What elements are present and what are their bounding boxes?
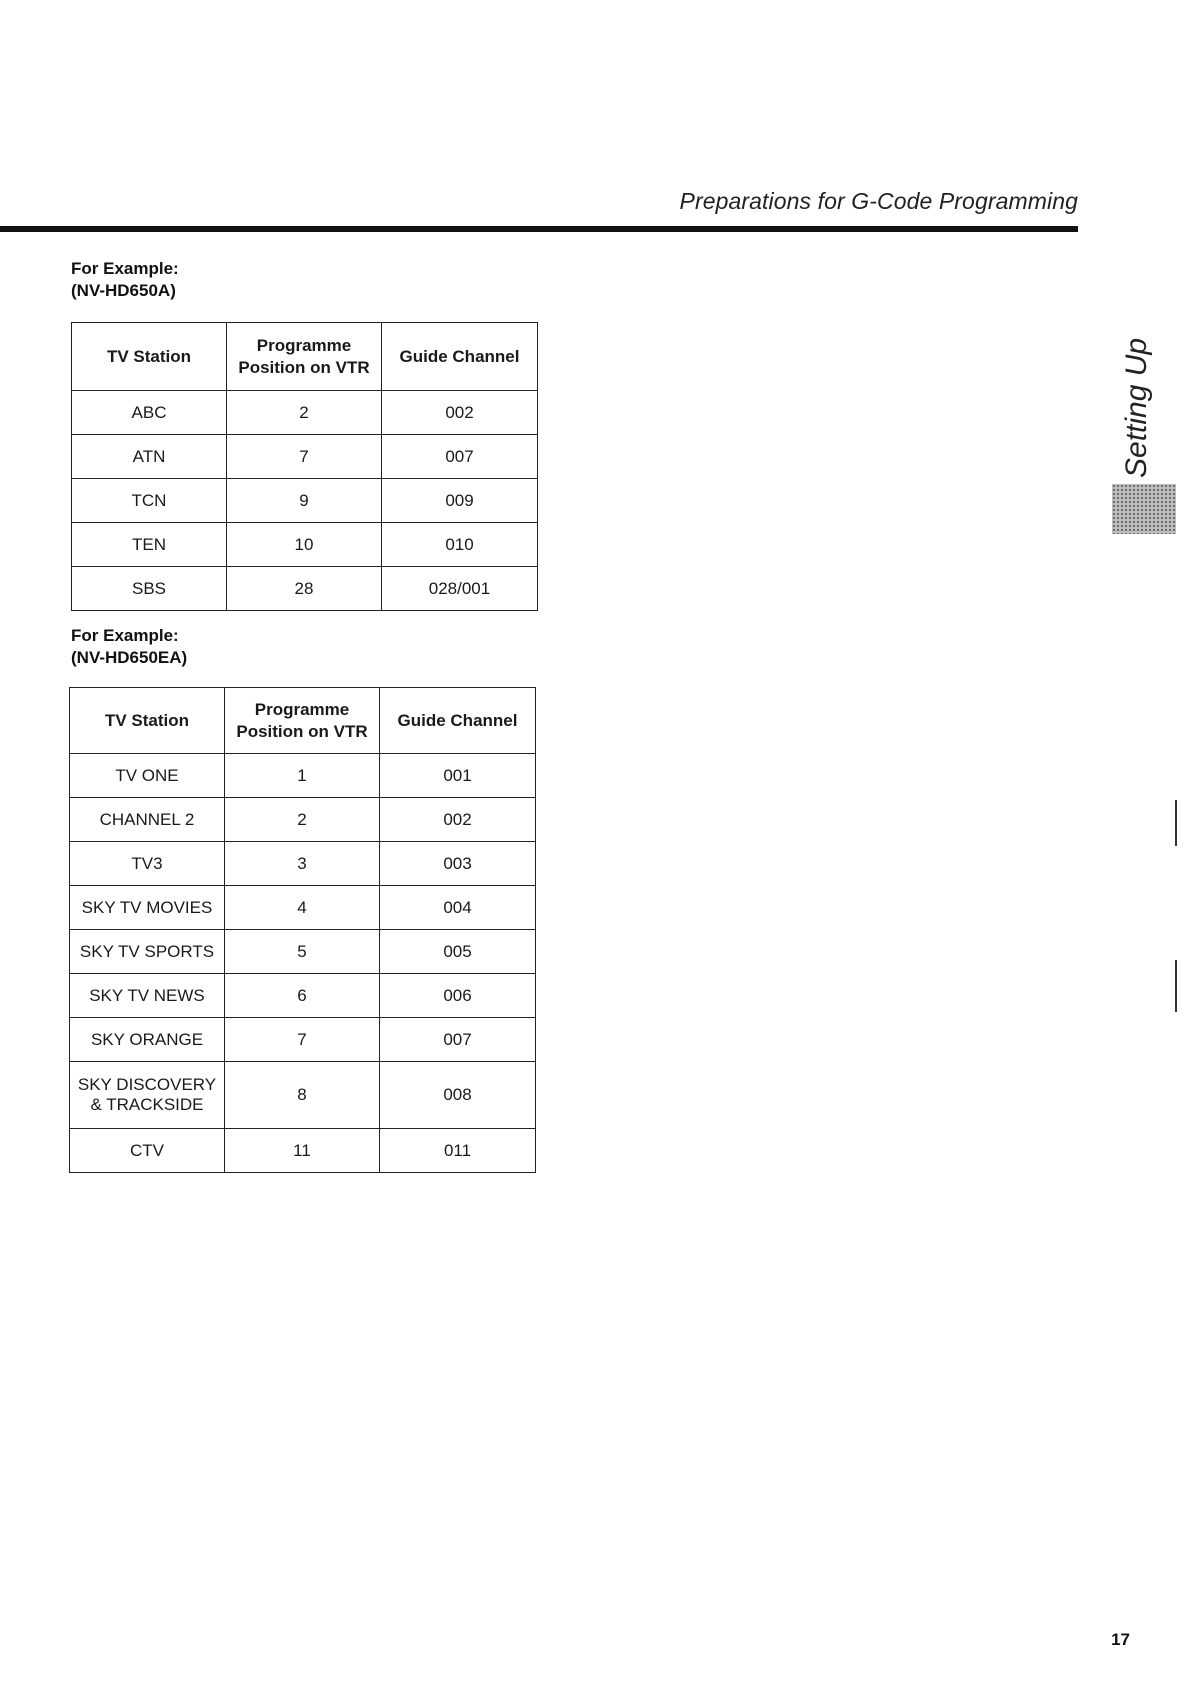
cell-guide-channel: 003 xyxy=(380,842,536,886)
page-number: 17 xyxy=(1111,1630,1130,1649)
header-programme-line1: Programme xyxy=(254,699,350,719)
cell-tv-station: SKY TV SPORTS xyxy=(70,930,225,974)
cell-programme-position: 11 xyxy=(225,1129,380,1173)
cell-programme-position: 9 xyxy=(227,479,382,523)
cell-programme-position: 4 xyxy=(225,886,380,930)
cell-guide-channel: 028/001 xyxy=(382,567,538,611)
margin-change-bar xyxy=(1175,800,1177,846)
header-rule xyxy=(0,226,1078,232)
cell-guide-channel: 001 xyxy=(380,754,536,798)
cell-programme-position: 28 xyxy=(227,567,382,611)
cell-guide-channel: 002 xyxy=(382,391,538,435)
example-label-line1: For Example: xyxy=(71,626,179,645)
cell-programme-position: 10 xyxy=(227,523,382,567)
header-programme-position xyxy=(225,688,380,754)
cell-guide-channel: 007 xyxy=(382,435,538,479)
cell-guide-channel: 002 xyxy=(380,798,536,842)
cell-programme-position: 1 xyxy=(225,754,380,798)
header-programme-line1: Programme xyxy=(256,335,352,355)
cell-tv-station: CTV xyxy=(70,1129,225,1173)
header-guide-channel: Guide Channel xyxy=(380,688,536,754)
header-tv-station: TV Station xyxy=(72,323,227,391)
section-tab-label: Setting Up xyxy=(1120,337,1153,478)
cell-programme-position: 2 xyxy=(227,391,382,435)
header-tv-station: TV Station xyxy=(70,688,225,754)
cell-tv-station-line2: & TRACKSIDE xyxy=(90,1095,204,1114)
cell-programme-position: 7 xyxy=(227,435,382,479)
table-row xyxy=(72,523,538,567)
cell-guide-channel: 009 xyxy=(382,479,538,523)
page-title: Preparations for G-Code Programming xyxy=(679,188,1078,214)
cell-tv-station: TCN xyxy=(72,479,227,523)
cell-guide-channel: 010 xyxy=(382,523,538,567)
table-header-row xyxy=(72,323,538,391)
table-row xyxy=(72,479,538,523)
header-programme-position xyxy=(227,323,382,391)
cell-programme-position: 8 xyxy=(225,1062,380,1129)
cell-tv-station: SKY TV NEWS xyxy=(70,974,225,1018)
example-label-model: (NV-HD650A) xyxy=(71,281,176,300)
cell-tv-station: TV3 xyxy=(70,842,225,886)
cell-guide-channel: 004 xyxy=(380,886,536,930)
cell-guide-channel: 007 xyxy=(380,1018,536,1062)
cell-tv-station: ABC xyxy=(72,391,227,435)
cell-programme-position: 7 xyxy=(225,1018,380,1062)
table-row xyxy=(72,391,538,435)
example-label-nv-hd650a xyxy=(71,258,179,302)
cell-tv-station xyxy=(70,1062,225,1129)
header-programme-line2: Position on VTR xyxy=(238,357,370,377)
cell-tv-station: CHANNEL 2 xyxy=(70,798,225,842)
cell-tv-station: SBS xyxy=(72,567,227,611)
table-row xyxy=(72,435,538,479)
cell-guide-channel: 008 xyxy=(380,1062,536,1129)
table-row xyxy=(70,754,536,798)
table-header-row xyxy=(70,688,536,754)
cell-tv-station: ATN xyxy=(72,435,227,479)
header-programme-line2: Position on VTR xyxy=(236,721,368,741)
margin-change-bar xyxy=(1175,960,1177,1012)
cell-guide-channel: 011 xyxy=(380,1129,536,1173)
cell-guide-channel: 005 xyxy=(380,930,536,974)
example-label-model: (NV-HD650EA) xyxy=(71,648,188,667)
cell-tv-station: TEN xyxy=(72,523,227,567)
cell-programme-position: 3 xyxy=(225,842,380,886)
example-label-line1: For Example: xyxy=(71,259,179,278)
table-row xyxy=(70,886,536,930)
header-guide-channel: Guide Channel xyxy=(382,323,538,391)
g-code-table-nv-hd650a xyxy=(71,322,538,611)
cell-guide-channel: 006 xyxy=(380,974,536,1018)
table-row xyxy=(70,1018,536,1062)
cell-tv-station: TV ONE xyxy=(70,754,225,798)
cell-tv-station: SKY ORANGE xyxy=(70,1018,225,1062)
table-row xyxy=(70,974,536,1018)
table-row xyxy=(72,567,538,611)
section-tab-marker xyxy=(1112,484,1176,534)
table-row xyxy=(70,1129,536,1173)
table-row xyxy=(70,1062,536,1129)
example-label-nv-hd650ea xyxy=(71,625,187,669)
g-code-table-nv-hd650ea xyxy=(69,687,536,1173)
cell-programme-position: 2 xyxy=(225,798,380,842)
cell-tv-station-line1: SKY DISCOVERY xyxy=(77,1075,217,1094)
table-row xyxy=(70,930,536,974)
cell-programme-position: 5 xyxy=(225,930,380,974)
table-row xyxy=(70,842,536,886)
cell-programme-position: 6 xyxy=(225,974,380,1018)
cell-tv-station: SKY TV MOVIES xyxy=(70,886,225,930)
table-row xyxy=(70,798,536,842)
